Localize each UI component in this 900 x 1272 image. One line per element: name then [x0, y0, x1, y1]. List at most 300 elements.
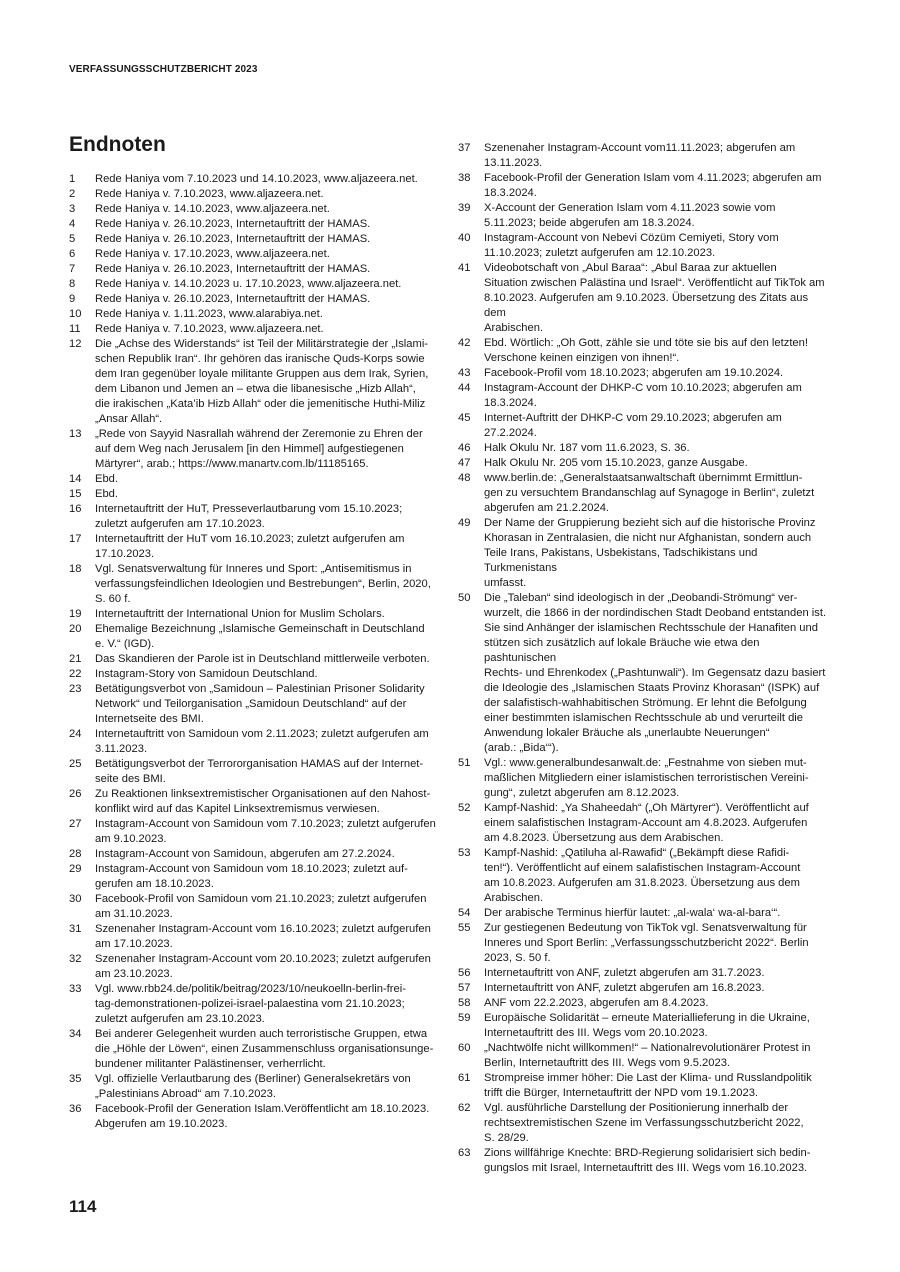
endnote-text	[95, 667, 441, 682]
endnote-text-line: auf dem Weg nach Jerusalem [in den Himmel] aufgestiegenen	[95, 443, 404, 455]
endnote-item	[458, 966, 830, 981]
endnote-number: 48	[458, 472, 471, 484]
endnote-text-line: Szenenaher Instagram-Account vom11.11.2023; abgerufen am	[484, 142, 796, 154]
endnote-number: 14	[69, 473, 82, 485]
endnote-text-line: Internetauftritt des III. Wegs vom 20.10.2023.	[484, 1027, 708, 1039]
endnote-text-line: Instagram-Account von Nebevi Cözüm Cemiyeti, Story vom	[484, 232, 779, 244]
endnote-text-line: Internetauftritt von Samidoun vom 2.11.2023; zuletzt aufgerufen am	[95, 728, 429, 740]
endnote-text-line: Facebook-Profil von Samidoun vom 21.10.2023; zuletzt aufgerufen	[95, 893, 427, 905]
endnote-item	[69, 862, 441, 892]
endnote-number: 46	[458, 442, 471, 454]
endnote-number: 31	[69, 923, 82, 935]
endnote-text-line: Kampf-Nashid: „Ya Shaheedah“ („Oh Märtyrer“). Veröffentlicht auf	[484, 802, 809, 814]
endnote-text	[95, 172, 441, 187]
endnote-number: 10	[69, 308, 82, 320]
page-number: 114	[69, 1197, 97, 1216]
endnote-text-line: Internetauftritt von ANF, zuletzt abgerufen am 31.7.2023.	[484, 967, 765, 979]
endnote-text-line: Facebook-Profil vom 18.10.2023; abgerufen am 19.10.2024.	[484, 367, 784, 379]
endnote-number: 25	[69, 758, 82, 770]
endnote-text	[95, 682, 441, 727]
endnote-item	[69, 607, 441, 622]
endnote-text	[95, 892, 441, 922]
endnote-text-line: Vgl. offizielle Verlautbarung des (Berliner) Generalsekretärs von	[95, 1073, 411, 1085]
endnote-number: 13	[69, 428, 82, 440]
endnote-text-line: 2023, S. 50 f.	[484, 952, 551, 964]
endnote-text	[95, 652, 441, 667]
endnote-text	[95, 427, 441, 472]
endnote-text	[95, 1102, 441, 1132]
endnote-number: 60	[458, 1042, 471, 1054]
endnote-item	[69, 472, 441, 487]
endnote-text-line: Rede Haniya v. 17.10.2023, www.aljazeera.net.	[95, 248, 330, 260]
endnote-item	[69, 277, 441, 292]
endnote-text-line: Instagram-Account von Samidoun vom 7.10.2023; zuletzt aufgerufen	[95, 818, 436, 830]
endnote-item	[69, 622, 441, 652]
endnote-text-line: 5.11.2023; beide abgerufen am 18.3.2024.	[484, 217, 695, 229]
endnote-text	[95, 922, 441, 952]
endnote-number: 27	[69, 818, 82, 830]
endnote-text-line: Rede Haniya v. 26.10.2023, Internetauftritt der HAMAS.	[95, 263, 371, 275]
endnotes-column-right	[458, 141, 830, 1176]
endnote-text-line: verfassungsfeindlichen Ideologien und Bestrebungen“, Berlin, 2020,	[95, 578, 431, 590]
endnote-item	[458, 1011, 830, 1041]
endnote-text	[95, 217, 441, 232]
endnote-text-line: Der Name der Gruppierung bezieht sich auf die historische Provinz	[484, 517, 816, 529]
endnote-text-line: Internetauftritt der HuT, Presseverlautbarung vom 15.10.2023;	[95, 503, 403, 515]
endnote-text	[95, 322, 441, 337]
endnote-item	[69, 337, 441, 427]
endnote-text-line: der salafistisch-wahhabitischen Strömung. Er lehnt die Befolgung	[484, 697, 807, 709]
report-header: VERFASSUNGSSCHUTZBERICHT 2023	[69, 64, 258, 75]
endnote-text	[95, 982, 441, 1027]
endnote-text-line: am 23.10.2023.	[95, 968, 173, 980]
endnote-number: 15	[69, 488, 82, 500]
endnote-item	[458, 471, 830, 516]
endnote-text-line: 13.11.2023.	[484, 157, 543, 169]
endnote-item	[458, 411, 830, 441]
endnote-text-line: Internetseite des BMI.	[95, 713, 204, 725]
endnote-number: 57	[458, 982, 471, 994]
endnote-text-line: am 4.8.2023. Übersetzung aus dem Arabischen.	[484, 832, 724, 844]
endnote-item	[69, 307, 441, 322]
endnote-text-line: www.berlin.de: „Generalstaatsanwaltschaft übernimmt Ermittlun-	[484, 472, 803, 484]
endnote-text	[95, 607, 441, 622]
endnote-item	[69, 292, 441, 307]
endnote-item	[458, 996, 830, 1011]
endnote-text	[95, 847, 441, 862]
endnote-text	[484, 1101, 830, 1146]
endnote-number: 18	[69, 563, 82, 575]
endnote-text	[484, 441, 830, 456]
endnote-number: 61	[458, 1072, 471, 1084]
endnote-item	[69, 562, 441, 607]
endnote-text	[484, 516, 830, 591]
endnote-text-line: umfasst.	[484, 577, 527, 589]
endnote-text-line: seite des BMI.	[95, 773, 166, 785]
endnote-text-line: Abgerufen am 19.10.2023.	[95, 1118, 228, 1130]
endnote-item	[458, 381, 830, 411]
endnote-text-line: Arabischen.	[484, 322, 544, 334]
endnote-item	[69, 667, 441, 682]
endnote-text-line: 8.10.2023. Aufgerufen am 9.10.2023. Übersetzung des Zitats aus dem	[484, 292, 809, 319]
endnote-text-line: Inneres und Sport Berlin: „Verfassungsschutzbericht 2022“. Berlin	[484, 937, 809, 949]
endnote-item	[458, 1101, 830, 1146]
endnote-text-line: Instagram-Account der DHKP-C vom 10.10.2023; abgerufen am	[484, 382, 802, 394]
endnote-number: 19	[69, 608, 82, 620]
endnote-item	[458, 456, 830, 471]
endnote-number: 1	[69, 173, 76, 185]
endnote-text-line: Vgl.: www.generalbundesanwalt.de: „Festnahme von sieben mut-	[484, 757, 807, 769]
endnote-text	[95, 727, 441, 757]
endnote-number: 32	[69, 953, 82, 965]
endnote-text-line: „Ansar Allah“.	[95, 413, 163, 425]
endnote-number: 28	[69, 848, 82, 860]
endnote-text-line: abgerufen am 21.2.2024.	[484, 502, 610, 514]
endnote-number: 26	[69, 788, 82, 800]
endnote-text-line: Facebook-Profil der Generation Islam vom 4.11.2023; abgerufen am	[484, 172, 822, 184]
endnote-item	[69, 502, 441, 532]
endnote-item	[69, 682, 441, 727]
endnote-text	[95, 187, 441, 202]
endnote-item	[458, 366, 830, 381]
endnote-text-line: S. 28/29.	[484, 1132, 529, 1144]
endnote-text	[484, 1011, 830, 1041]
endnote-text-line: Arabischen.	[484, 892, 544, 904]
endnote-text-line: Die „Achse des Widerstands“ ist Teil der Militärstrategie der „Islami-	[95, 338, 429, 350]
endnote-number: 8	[69, 278, 76, 290]
endnote-number: 3	[69, 203, 76, 215]
endnote-number: 55	[458, 922, 471, 934]
endnote-text-line: 3.11.2023.	[95, 743, 148, 755]
endnote-text-line: maßlichen Mitgliedern einer islamistischen terroristischen Vereini-	[484, 772, 809, 784]
endnote-text-line: einer bestimmten islamischen Rechtsschule ab und verurteilt die	[484, 712, 803, 724]
endnote-item	[458, 1071, 830, 1101]
endnote-text-line: dem Iran gegenüber loyale militante Gruppen aus dem Irak, Syrien,	[95, 368, 429, 380]
endnote-text	[95, 232, 441, 247]
endnote-text-line: am 9.10.2023.	[95, 833, 167, 845]
endnote-text	[95, 472, 441, 487]
endnote-text-line: gung“, zuletzt abgerufen am 8.12.2023.	[484, 787, 680, 799]
endnote-text-line: Ebd.	[95, 488, 119, 500]
endnote-item	[69, 487, 441, 502]
endnote-text-line: Märtyrer“, arab.; https://www.manartv.com.lb/11185165.	[95, 458, 369, 470]
endnote-item	[69, 952, 441, 982]
endnote-text	[95, 757, 441, 787]
endnote-text-line: Zu Reaktionen linksextremistischer Organisationen auf den Nahost-	[95, 788, 431, 800]
endnote-text-line: Rede Haniya v. 26.10.2023, Internetauftritt der HAMAS.	[95, 293, 371, 305]
endnote-text	[484, 846, 830, 906]
endnote-text-line: Instagram-Story von Samidoun Deutschland.	[95, 668, 318, 680]
endnote-text-line: Internetauftritt der International Union for Muslim Scholars.	[95, 608, 385, 620]
endnote-text-line: Betätigungsverbot der Terrororganisation HAMAS auf der Internet-	[95, 758, 424, 770]
endnote-number: 35	[69, 1073, 82, 1085]
endnote-number: 12	[69, 338, 82, 350]
endnotes-column-left	[69, 172, 441, 1132]
endnote-item	[69, 217, 441, 232]
endnote-number: 58	[458, 997, 471, 1009]
endnote-text-line: Rede Haniya v. 26.10.2023, Internetauftritt der HAMAS.	[95, 218, 371, 230]
endnote-text-line: Rede Haniya vom 7.10.2023 und 14.10.2023, www.aljazeera.net.	[95, 173, 418, 185]
page-title: Endnoten	[69, 133, 166, 156]
endnote-text-line: Videobotschaft von „Abul Baraa“: „Abul Baraa zur aktuellen	[484, 262, 777, 274]
endnote-item	[69, 1027, 441, 1072]
endnote-text-line: Internet-Auftritt der DHKP-C vom 29.10.2023; abgerufen am	[484, 412, 782, 424]
endnote-text	[95, 862, 441, 892]
endnote-item	[69, 262, 441, 277]
endnote-number: 30	[69, 893, 82, 905]
endnote-text-line: Situation zwischen Palästina und Israel“. Veröffentlicht auf TikTok am	[484, 277, 825, 289]
endnote-item	[69, 1102, 441, 1132]
endnote-text	[484, 1041, 830, 1071]
endnote-text	[95, 787, 441, 817]
endnote-number: 11	[69, 323, 81, 335]
endnote-number: 56	[458, 967, 471, 979]
endnote-text-line: Network“ und Teilorganisation „Samidoun Deutschland“ auf der	[95, 698, 407, 710]
endnote-text-line: Rede Haniya v. 14.10.2023 u. 17.10.2023, www.aljazeera.net.	[95, 278, 402, 290]
endnote-number: 52	[458, 802, 471, 814]
endnote-text-line: Instagram-Account von Samidoun vom 18.10.2023; zuletzt auf-	[95, 863, 408, 875]
endnote-text-line: Der arabische Terminus hierfür lautet: „al-wala‘ wa-al-bara‘“.	[484, 907, 781, 919]
endnote-number: 63	[458, 1147, 471, 1159]
endnote-text-line: tag-demonstrationen-polizei-israel-palaestina vom 21.10.2023;	[95, 998, 405, 1010]
endnote-text	[484, 456, 830, 471]
endnote-item	[458, 1146, 830, 1176]
endnote-item	[458, 801, 830, 846]
endnote-item	[458, 141, 830, 171]
endnote-number: 45	[458, 412, 471, 424]
endnote-item	[69, 532, 441, 562]
endnote-text-line: Vgl. ausführliche Darstellung der Positionierung innerhalb der	[484, 1102, 789, 1114]
endnote-number: 62	[458, 1102, 471, 1114]
endnote-text-line: gungslos mit Israel, Internetauftritt des III. Wegs vom 16.10.2023.	[484, 1162, 808, 1174]
endnote-item	[69, 652, 441, 667]
endnote-item	[69, 892, 441, 922]
endnote-text-line: (arab.: „Bida‘“).	[484, 742, 559, 754]
endnote-text-line: trifft die Bürger, Internetauftritt der NPD vom 19.1.2023.	[484, 1087, 759, 1099]
endnote-number: 59	[458, 1012, 471, 1024]
endnote-number: 42	[458, 337, 471, 349]
endnote-text-line: e. V.“ (IGD).	[95, 638, 155, 650]
endnote-text	[95, 952, 441, 982]
endnote-number: 36	[69, 1103, 82, 1115]
endnote-item	[458, 516, 830, 591]
endnote-number: 39	[458, 202, 471, 214]
endnote-text	[95, 487, 441, 502]
endnote-item	[458, 336, 830, 366]
endnote-text	[95, 307, 441, 322]
endnote-text	[484, 261, 830, 336]
endnote-item	[458, 201, 830, 231]
endnote-text-line: Instagram-Account von Samidoun, abgerufen am 27.2.2024.	[95, 848, 395, 860]
endnote-text	[95, 562, 441, 607]
endnote-text-line: Internetauftritt von ANF, zuletzt abgerufen am 16.8.2023.	[484, 982, 765, 994]
endnote-text	[484, 471, 830, 516]
endnote-number: 40	[458, 232, 471, 244]
endnote-text-line: konflikt wird auf das Kapitel Linksextremismus verwiesen.	[95, 803, 380, 815]
endnote-number: 38	[458, 172, 471, 184]
endnote-text-line: die „Höhle der Löwen“, einen Zusammenschluss organisationsunge-	[95, 1043, 434, 1055]
endnote-text-line: am 10.8.2023. Aufgerufen am 31.8.2023. Übersetzung aus dem	[484, 877, 800, 889]
endnote-item	[458, 171, 830, 201]
endnote-text	[484, 981, 830, 996]
endnote-number: 7	[69, 263, 76, 275]
endnote-text	[484, 366, 830, 381]
endnote-number: 49	[458, 517, 471, 529]
endnote-text-line: wurzelt, die 1866 in der nordindischen Stadt Deoband entstanden ist.	[484, 607, 827, 619]
endnote-text-line: Ebd.	[95, 473, 119, 485]
endnote-number: 21	[69, 653, 82, 665]
endnote-item	[458, 846, 830, 906]
endnote-item	[69, 202, 441, 217]
endnote-text-line: Rechts- und Ehrenkodex („Pashtunwali“). Im Gegensatz dazu basiert	[484, 667, 826, 679]
endnote-text	[95, 247, 441, 262]
endnote-text-line: 18.3.2024.	[484, 187, 537, 199]
endnote-text-line: X-Account der Generation Islam vom 4.11.2023 sowie vom	[484, 202, 776, 214]
endnote-text-line: Strompreise immer höher: Die Last der Klima- und Russlandpolitik	[484, 1072, 812, 1084]
endnote-text-line: Internetauftritt der HuT vom 16.10.2023; zuletzt aufgerufen am	[95, 533, 405, 545]
endnote-number: 6	[69, 248, 76, 260]
endnote-number: 51	[458, 757, 471, 769]
endnote-text	[95, 502, 441, 532]
endnote-text	[484, 996, 830, 1011]
endnote-item	[69, 817, 441, 847]
endnote-text-line: „Nachtwölfe nicht willkommen!“ – Nationalrevolutionärer Protest in	[484, 1042, 811, 1054]
endnote-item	[458, 1041, 830, 1071]
endnote-number: 44	[458, 382, 471, 394]
endnote-text-line: „Palestinians Abroad“ am 7.10.2023.	[95, 1088, 276, 1100]
endnote-item	[458, 981, 830, 996]
endnote-text-line: Ebd. Wörtlich: „Oh Gott, zähle sie und töte sie bis auf den letzten!	[484, 337, 808, 349]
endnote-text-line: Vgl. www.rbb24.de/politik/beitrag/2023/10/neukoelln-berlin-frei-	[95, 983, 406, 995]
endnote-number: 17	[69, 533, 82, 545]
endnote-number: 22	[69, 668, 82, 680]
endnote-text-line: am 31.10.2023.	[95, 908, 173, 920]
endnote-item	[69, 247, 441, 262]
endnote-text-line: rechtsextremistischen Szene im Verfassungsschutzbericht 2022,	[484, 1117, 804, 1129]
endnote-text	[484, 921, 830, 966]
endnote-text-line: Halk Okulu Nr. 187 vom 11.6.2023, S. 36.	[484, 442, 690, 454]
endnote-text	[95, 262, 441, 277]
endnote-text	[484, 756, 830, 801]
endnote-item	[69, 922, 441, 952]
endnote-text	[484, 591, 830, 756]
endnote-text-line: 11.10.2023; zuletzt aufgerufen am 12.10.2023.	[484, 247, 716, 259]
endnote-text-line: Rede Haniya v. 7.10.2023, www.aljazeera.net.	[95, 323, 324, 335]
endnote-text-line: stützen sich zusätzlich auf lokale Bräuche wie etwa den pashtunischen	[484, 637, 760, 664]
endnote-text-line: die Ideologie des „Islamischen Staats Provinz Khorasan“ (ISPK) auf	[484, 682, 820, 694]
endnote-item	[69, 322, 441, 337]
endnote-text-line: Vgl. Senatsverwaltung für Inneres und Sport: „Antisemitismus in	[95, 563, 412, 575]
endnote-text	[95, 532, 441, 562]
endnote-number: 50	[458, 592, 471, 604]
endnote-text	[484, 801, 830, 846]
endnote-number: 24	[69, 728, 82, 740]
endnote-text-line: ANF vom 22.2.2023, abgerufen am 8.4.2023.	[484, 997, 709, 1009]
endnote-text-line: Das Skandieren der Parole ist in Deutschland mittlerweile verboten.	[95, 653, 430, 665]
endnote-text-line: Szenenaher Instagram-Account vom 16.10.2023; zuletzt aufgerufen	[95, 923, 431, 935]
endnote-number: 16	[69, 503, 82, 515]
endnote-number: 5	[69, 233, 76, 245]
endnote-text-line: zuletzt aufgerufen am 17.10.2023.	[95, 518, 265, 530]
endnote-item	[69, 982, 441, 1027]
endnote-number: 4	[69, 218, 76, 230]
endnote-text-line: Rede Haniya v. 7.10.2023, www.aljazeera.net.	[95, 188, 324, 200]
endnote-text-line: 27.2.2024.	[484, 427, 537, 439]
endnote-text-line: Anwendung lokaler Bräuche als „unerlaubte Neuerungen“	[484, 727, 770, 739]
endnote-number: 41	[458, 262, 471, 274]
endnote-text	[484, 381, 830, 411]
endnote-item	[69, 172, 441, 187]
endnote-text-line: gerufen am 18.10.2023.	[95, 878, 214, 890]
endnote-text-line: die irakischen „Kata’ib Hizb Allah“ oder die jemenitische Huthi-Miliz	[95, 398, 426, 410]
endnote-text	[484, 201, 830, 231]
endnote-text-line: gen zu versuchtem Brandanschlag auf Synagoge in Berlin“, zuletzt	[484, 487, 815, 499]
endnote-text-line: einem salafistischen Instagram-Account am 4.8.2023. Aufgerufen	[484, 817, 808, 829]
endnote-text	[484, 141, 830, 171]
endnote-text	[95, 817, 441, 847]
endnote-item	[458, 921, 830, 966]
endnote-text	[484, 906, 830, 921]
endnote-item	[69, 727, 441, 757]
endnote-text-line: 17.10.2023.	[95, 548, 155, 560]
endnote-text	[95, 1027, 441, 1072]
endnote-item	[458, 591, 830, 756]
endnote-text-line: Ehemalige Bezeichnung „Islamische Gemeinschaft in Deutschland	[95, 623, 425, 635]
endnote-item	[69, 757, 441, 787]
endnote-number: 54	[458, 907, 471, 919]
endnote-text	[484, 231, 830, 261]
endnote-text-line: Kampf-Nashid: „Qatiluha al-Rawafid“ („Bekämpft diese Rafidi-	[484, 847, 790, 859]
endnote-text-line: Zions willfährige Knechte: BRD-Regierung solidarisiert sich bedin-	[484, 1147, 811, 1159]
endnote-text-line: Verschone keinen einzigen von ihnen!“.	[484, 352, 680, 364]
endnote-text-line: Bei anderer Gelegenheit wurden auch terroristische Gruppen, etwa	[95, 1028, 428, 1040]
endnote-item	[69, 1072, 441, 1102]
endnote-text-line: Khorasan in Zentralasien, die nicht nur Afghanistan, sondern auch	[484, 532, 812, 544]
endnote-text-line: S. 60 f.	[95, 593, 131, 605]
endnote-text-line: Rede Haniya v. 1.11.2023, www.alarabiya.net.	[95, 308, 323, 320]
endnote-text	[484, 411, 830, 441]
endnote-text-line: bundener militanter Palästinenser, verherrlicht.	[95, 1058, 326, 1070]
endnote-text-line: Halk Okulu Nr. 205 vom 15.10.2023, ganze Ausgabe.	[484, 457, 748, 469]
endnote-text-line: Zur gestiegenen Bedeutung von TikTok vgl. Senatsverwaltung für	[484, 922, 807, 934]
endnote-text-line: Rede Haniya v. 14.10.2023, www.aljazeera.net.	[95, 203, 330, 215]
endnote-number: 37	[458, 142, 471, 154]
endnote-text	[484, 1146, 830, 1176]
endnote-item	[69, 187, 441, 202]
endnote-number: 43	[458, 367, 471, 379]
endnote-text-line: Sie sind Anhänger der islamischen Rechtsschule der Hanafiten und	[484, 622, 818, 634]
endnote-text	[95, 337, 441, 427]
endnote-item	[458, 906, 830, 921]
endnote-item	[458, 756, 830, 801]
endnote-text	[95, 277, 441, 292]
endnote-text-line: am 17.10.2023.	[95, 938, 173, 950]
endnote-item	[458, 441, 830, 456]
endnote-number: 47	[458, 457, 471, 469]
endnote-text	[484, 336, 830, 366]
endnote-number: 20	[69, 623, 82, 635]
endnote-text	[95, 292, 441, 307]
endnote-text-line: zuletzt aufgerufen am 23.10.2023.	[95, 1013, 265, 1025]
endnote-text	[484, 966, 830, 981]
endnote-text-line: ten!“). Veröffentlicht auf einem salafistischen Instagram-Account	[484, 862, 801, 874]
endnote-item	[458, 231, 830, 261]
endnote-text	[484, 1071, 830, 1101]
endnote-text	[95, 1072, 441, 1102]
endnote-text-line: Betätigungsverbot von „Samidoun – Palestinian Prisoner Solidarity	[95, 683, 425, 695]
endnote-text-line: Berlin, Internetauftritt des III. Wegs vom 9.5.2023.	[484, 1057, 731, 1069]
endnote-text-line: Facebook-Profil der Generation Islam.Veröffentlicht am 18.10.2023.	[95, 1103, 430, 1115]
